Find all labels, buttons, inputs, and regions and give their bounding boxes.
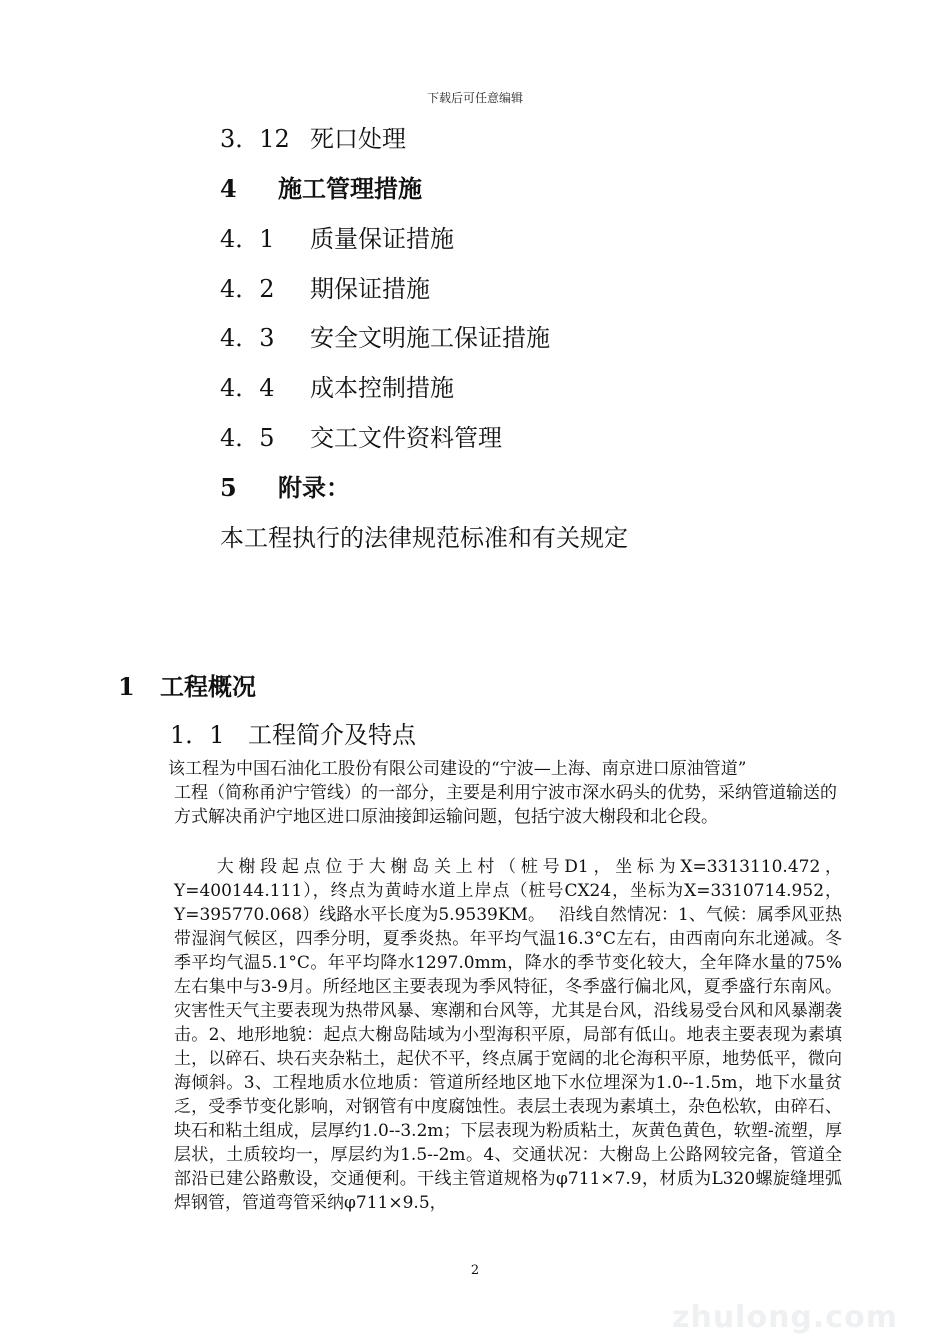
intro-paragraph-rest: 工程（简称甬沪宁管线）的一部分，主要是利用宁波市深水码头的优势，采纳管道输送的方式解决甬沪宁地区进口原油接卸运输问题，包括宁波大榭段和北仑段。	[174, 783, 837, 827]
toc-entry-title: 安全文明施工保证措施	[310, 324, 550, 352]
watermark: zhulong.com	[672, 1300, 898, 1335]
toc-entry	[220, 219, 454, 254]
toc-entry-title: 交工文件资料管理	[310, 424, 502, 452]
toc-entry-title: 附录：	[278, 473, 350, 502]
toc-note: 本工程执行的法律规范标准和有关规定	[220, 524, 628, 552]
toc-entry	[220, 418, 502, 453]
page-header: 下载后可任意编辑	[426, 91, 523, 105]
toc-entry	[220, 169, 422, 204]
subsection-heading	[170, 715, 416, 750]
toc-entry	[220, 468, 350, 503]
subsection-number: 1．1	[170, 721, 225, 749]
toc-entry	[220, 318, 550, 353]
toc-entry-number: 4．4	[220, 374, 275, 402]
toc-entry-number: 4．3	[220, 324, 275, 352]
toc-entry	[220, 269, 430, 304]
details-paragraph	[174, 855, 842, 1215]
toc-entry-title: 施工管理措施	[278, 174, 422, 203]
toc-entry-number: 5	[220, 473, 237, 502]
toc-entry-number: 3．12	[220, 125, 290, 153]
section-number: 1	[118, 672, 135, 701]
toc-entry-title: 成本控制措施	[310, 374, 454, 402]
section-heading	[118, 667, 256, 702]
toc-entry-title: 期保证措施	[310, 275, 430, 303]
toc-entry-title: 死口处理	[310, 125, 406, 153]
toc-entry-title: 质量保证措施	[310, 225, 454, 253]
toc-entry	[220, 119, 406, 154]
toc-entry-number: 4	[220, 174, 237, 203]
toc-entry-number: 4．2	[220, 275, 275, 303]
page-number: 2	[470, 1263, 480, 1278]
details-paragraph-text: 大榭段起点位于大榭岛关上村（桩号D1，坐标为X=3313110.472，Y=400144.111），终点为黄峙水道上岸点（桩号CX24，坐标为X=3310714.952， Y=395770.068）线路水平长度为5.9539KM。 沿线自然情况：1、气候：属季风亚热带湿润气候区，四季分明，夏季炎热。年平均气温16.3°C左右，由西南向东北递减。冬季平均气温5.1°C。年平均降水1297.0mm，降水的季节变化较大，全年降水量的75%左右集中与3-9月。所经地区主要表现为季风特征，冬季盛行偏北风，夏季盛行东南风。灾害性天气主要表现为热带风暴、寒潮和台风等，尤其是台风，沿线易受台风和风暴潮袭击。2、地形地貌：起点大榭岛陆域为小型海积平原，局部有低山。地表主要表现为素填土，以碎石、块石夹杂粘土，起伏不平，终点属于宽阔的北仑海积平原，地势低平，微向海倾斜。3、工程地质水位地质：管道所经地区地下水位埋深为1.0--1.5m，地下水量贫乏，受季节变化影响，对钢管有中度腐蚀性。表层土表现为素填土，杂色松软，由碎石、块石和粘土组成，层厚约1.0--3.2m；下层表现为粉质粘土，灰黄色黄色，软塑-流塑，厚层状，土质较均一，厚层约为1.5--2m。4、交通状况：大榭岛上公路网较完备，管道全部沿已建公路敷设，交通便利。干线主管道规格为φ711×7.9，材质为L320螺旋缝埋弧焊钢管，管道弯管采纳φ711×9.5，	[174, 857, 842, 1213]
intro-paragraph	[168, 757, 844, 829]
subsection-title: 工程简介及特点	[248, 721, 416, 749]
intro-paragraph-first-line: 该工程为中国石油化工股份有限公司建设的“宁波—上海、南京进口原油管道”	[168, 759, 747, 779]
toc-entry-number: 4．5	[220, 424, 275, 452]
toc-entry-number: 4．1	[220, 225, 275, 253]
toc-entry	[220, 368, 454, 403]
section-title: 工程概况	[160, 672, 256, 701]
